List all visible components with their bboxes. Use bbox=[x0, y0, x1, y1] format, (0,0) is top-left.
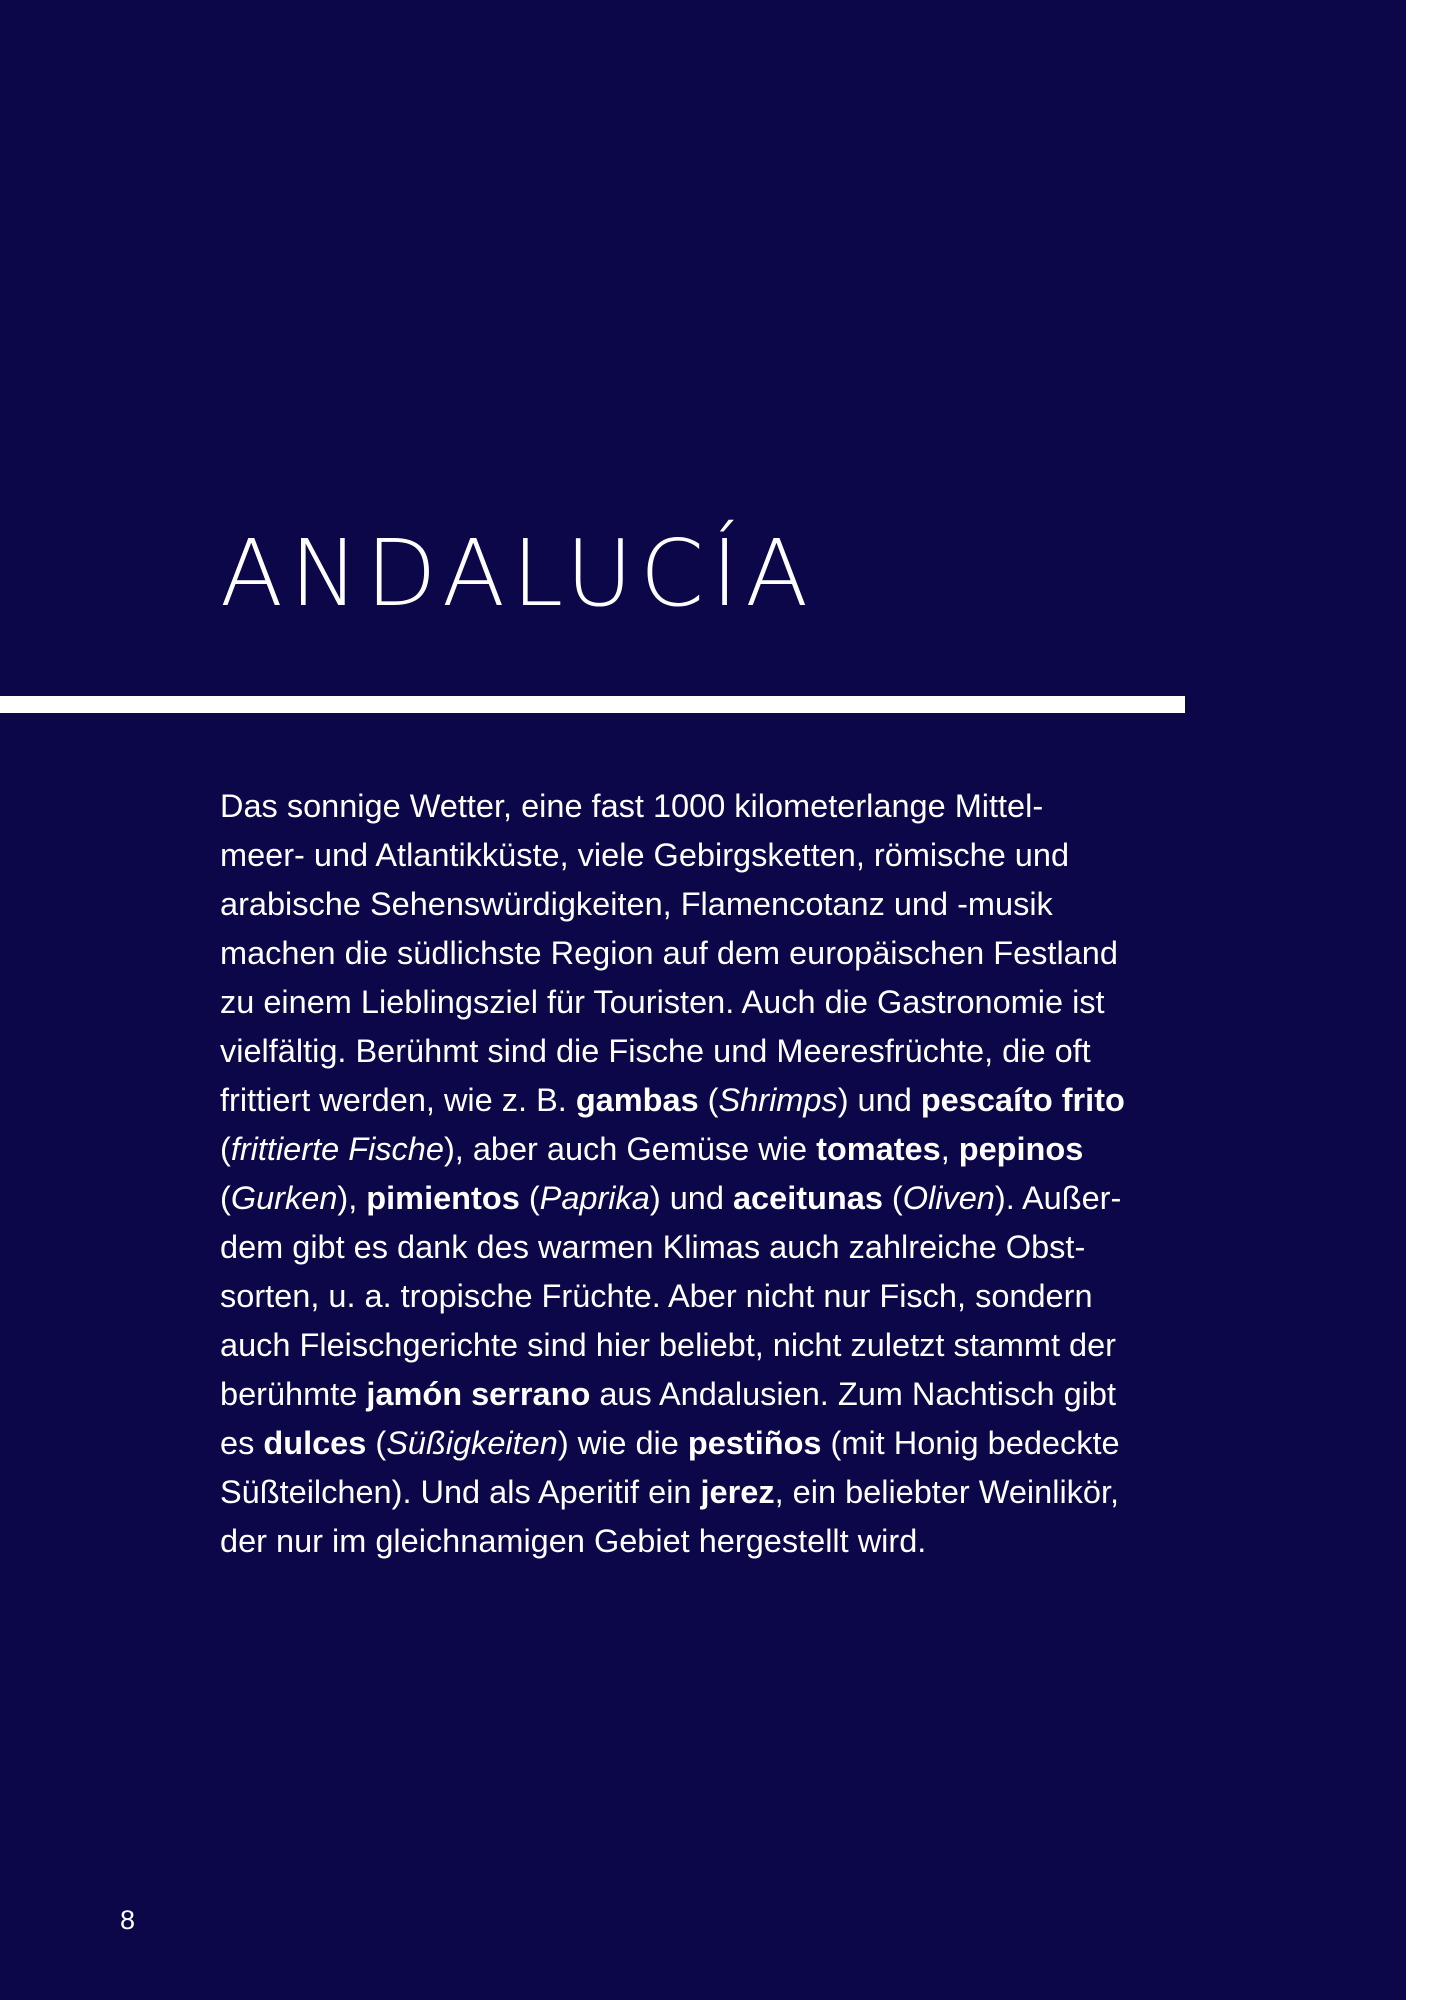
text-run: Das sonnige Wetter, eine fast 1000 kilometerlange Mittel- bbox=[220, 788, 1044, 824]
text-run: zu einem Lieblingsziel für Touristen. Auch die Gastronomie ist bbox=[220, 984, 1105, 1020]
text-run: ) und bbox=[837, 1082, 921, 1118]
horizontal-divider bbox=[0, 696, 1185, 713]
spanish-term: jamón serrano bbox=[366, 1376, 591, 1412]
spanish-term: jerez bbox=[700, 1474, 775, 1510]
text-run: ) und bbox=[649, 1180, 733, 1216]
text-line bbox=[220, 1468, 1200, 1517]
text-line bbox=[220, 978, 1200, 1027]
spanish-term: tomates bbox=[816, 1131, 941, 1167]
spanish-term: aceitunas bbox=[732, 1180, 883, 1216]
german-translation: Süßigkeiten bbox=[386, 1425, 558, 1461]
text-run: Süßteilchen). Und als Aperitif ein bbox=[220, 1474, 701, 1510]
spanish-term: pescaíto frito bbox=[920, 1082, 1125, 1118]
text-run: meer- und Atlantikküste, viele Gebirgsketten, römische und bbox=[220, 837, 1070, 873]
text-line bbox=[220, 929, 1200, 978]
text-run: es bbox=[220, 1425, 264, 1461]
text-line bbox=[220, 1370, 1200, 1419]
text-run: ), bbox=[337, 1180, 367, 1216]
german-translation: Paprika bbox=[539, 1180, 650, 1216]
text-line bbox=[220, 1174, 1200, 1223]
text-run: frittiert werden, wie z. B. bbox=[220, 1082, 576, 1118]
text-run: ), aber auch Gemüse wie bbox=[443, 1131, 817, 1167]
text-run: arabische Sehenswürdigkeiten, Flamencotanz und -musik bbox=[220, 886, 1053, 922]
text-run: , bbox=[940, 1131, 959, 1167]
text-run: der nur im gleichnamigen Gebiet hergestellt wird. bbox=[220, 1523, 927, 1559]
german-translation: Gurken bbox=[230, 1180, 338, 1216]
text-run: ( bbox=[366, 1425, 387, 1461]
text-line bbox=[220, 1321, 1200, 1370]
german-translation: Shrimps bbox=[718, 1082, 838, 1118]
text-line bbox=[220, 782, 1200, 831]
german-translation: frittierte Fische bbox=[230, 1131, 444, 1167]
german-translation: Oliven bbox=[902, 1180, 995, 1216]
text-run: berühmte bbox=[220, 1376, 367, 1412]
text-run: sorten, u. a. tropische Früchte. Aber nicht nur Fisch, sondern bbox=[220, 1278, 1093, 1314]
text-line bbox=[220, 1076, 1200, 1125]
text-line bbox=[220, 1272, 1200, 1321]
text-run: dem gibt es dank des warmen Klimas auch zahlreiche Obst- bbox=[220, 1229, 1086, 1265]
text-line bbox=[220, 1125, 1200, 1174]
text-run: (mit Honig bedeckte bbox=[821, 1425, 1120, 1461]
spanish-term: pimientos bbox=[366, 1180, 520, 1216]
text-run: ( bbox=[882, 1180, 903, 1216]
text-run: auch Fleischgerichte sind hier beliebt, nicht zuletzt stammt der bbox=[220, 1327, 1116, 1363]
text-run: ( bbox=[698, 1082, 719, 1118]
spanish-term: dulces bbox=[263, 1425, 367, 1461]
page-number: 8 bbox=[120, 1905, 136, 1935]
text-line bbox=[220, 1517, 1200, 1566]
text-run: ( bbox=[519, 1180, 540, 1216]
text-run: ). Außer- bbox=[994, 1180, 1122, 1216]
text-line bbox=[220, 1223, 1200, 1272]
page-title: ANDALUCÍA bbox=[220, 520, 816, 627]
text-run: ( bbox=[220, 1131, 231, 1167]
text-run: aus Andalusien. Zum Nachtisch gibt bbox=[590, 1376, 1117, 1412]
text-line bbox=[220, 1419, 1200, 1468]
text-line bbox=[220, 831, 1200, 880]
text-run: ( bbox=[220, 1180, 231, 1216]
text-line bbox=[220, 1027, 1200, 1076]
text-run: , ein beliebter Weinlikör, bbox=[774, 1474, 1120, 1510]
text-run: machen die südlichste Region auf dem europäischen Festland bbox=[220, 935, 1118, 971]
text-line bbox=[220, 880, 1200, 929]
spanish-term: pestiños bbox=[687, 1425, 822, 1461]
text-run: ) wie die bbox=[557, 1425, 688, 1461]
spanish-term: gambas bbox=[575, 1082, 699, 1118]
spanish-term: pepinos bbox=[958, 1131, 1084, 1167]
body-paragraph bbox=[220, 782, 1200, 1566]
text-run: vielfältig. Berühmt sind die Fische und Meeresfrüchte, die oft bbox=[220, 1033, 1091, 1069]
